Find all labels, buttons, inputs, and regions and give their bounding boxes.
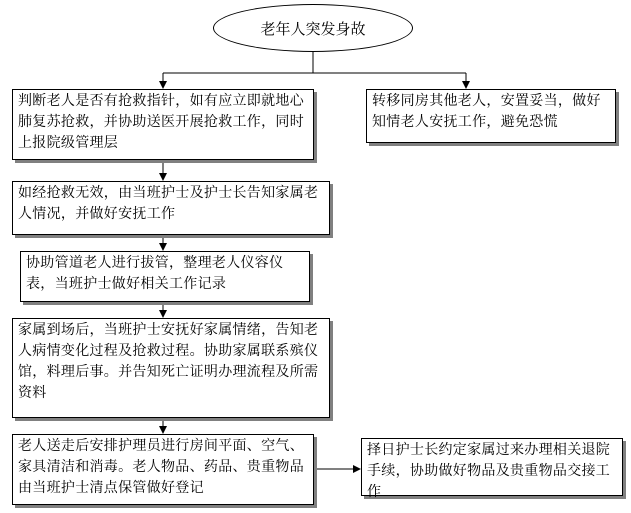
- step-5-node: [12, 434, 314, 505]
- side-top-node: [366, 89, 616, 143]
- step-3-label: 协助管道老人进行拔管，整理老人仪容仪表，当班护士做好相关工作记录: [26, 255, 284, 292]
- start-node-label: 老年人突发身故: [260, 19, 366, 38]
- step-1-node: [12, 89, 314, 160]
- step-1-label: 判断老人是否有抢救指针，如有应立即就地心肺复苏抢救，并协助送医开展抢救工作，同时上报院级管理层: [18, 93, 304, 151]
- side-top-label: 转移同房其他老人，安置妥当，做好知情老人安抚工作，避免恐慌: [372, 93, 601, 130]
- step-4-node: [12, 318, 330, 418]
- side-bottom-node: [361, 438, 623, 500]
- start-node: [213, 4, 413, 52]
- step-4-label: 家属到场后，当班护士安抚好家属情绪，告知老人病情变化过程及抢救过程。协助家属联系殡仪馆，料理后事。并告知死亡证明办理流程及所需资料: [18, 322, 319, 401]
- side-bottom-label: 择日护士长约定家属过来办理相关退院手续，协助做好物品及贵重物品交接工作: [367, 442, 611, 500]
- step-2-label: 如经抢救无效，由当班护士及护士长告知家属老人情况，并做好安抚工作: [18, 185, 319, 222]
- step-2-node: [12, 181, 330, 235]
- step-3-node: [20, 251, 310, 302]
- step-5-label: 老人送走后安排护理员进行房间平面、空气、家具清洁和消毒。老人物品、药品、贵重物品由当班护士清点保管做好登记: [18, 438, 304, 496]
